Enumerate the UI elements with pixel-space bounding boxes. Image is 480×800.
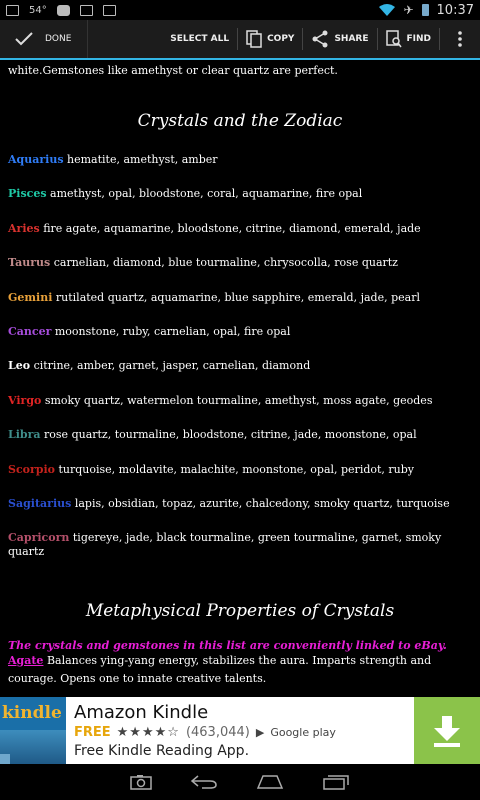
done-button[interactable] [0,20,88,58]
zodiac-sign: Sagitarius [8,496,72,510]
back-icon[interactable] [190,774,218,790]
find-icon [386,30,402,48]
ebay-intro-text: The crystals and gemstones in this list are conveniently linked to eBay. [8,638,447,652]
article-content[interactable] [0,60,480,697]
zodiac-sign: Libra [8,428,41,442]
zodiac-stones: smoky quartz, watermelon tourmaline, amethyst, moss agate, geodes [44,393,433,407]
image-notification-icon [6,5,19,16]
airplane-mode-icon: ✈ [403,3,414,17]
find-button[interactable] [378,20,440,58]
zodiac-row [8,428,472,462]
rating-count: (463,044) [185,725,250,740]
google-play-icon: ▶ [255,726,265,739]
youtube-notification-icon [57,5,70,16]
zodiac-stones: rose quartz, tourmaline, bloodstone, citrine, jade, moonstone, opal [44,428,417,442]
gmail-notification-icon [80,5,93,16]
ad-banner[interactable] [0,697,480,764]
zodiac-row [8,394,472,428]
zodiac-row [8,187,472,221]
paragraph-text: white.Gemstones like amethyst or clear quartz are perfect. [8,64,338,77]
zodiac-sign: Aquarius [8,153,64,166]
zodiac-sign: Scorpio [8,462,55,476]
property-entry [8,652,472,688]
ad-close-icon[interactable] [0,754,10,764]
done-label: DONE [45,34,72,44]
zodiac-row [8,256,472,290]
recent-apps-icon[interactable] [322,774,350,790]
battery-icon [422,4,429,16]
zodiac-stones: rutilated quartz, aquamarine, blue sapphire, emerald, jade, pearl [55,290,420,304]
find-label: FIND [406,34,431,44]
store-notification-icon [103,5,116,16]
download-icon [431,714,463,748]
zodiac-row [8,359,472,393]
zodiac-list [8,153,472,566]
zodiac-row [8,153,472,187]
zodiac-sign: Virgo [8,393,42,407]
zodiac-stones: carnelian, diamond, blue tourmaline, chrysocolla, rose quartz [53,256,398,270]
ad-description: Free Kindle Reading App. [74,743,250,759]
zodiac-sign: Aries [8,221,40,235]
share-label: SHARE [334,34,369,44]
zodiac-row [8,291,472,325]
metaphysical-heading: Metaphysical Properties of Crystals [85,600,395,621]
kindle-logo-text: kindle [2,703,62,723]
wifi-icon [379,4,395,16]
zodiac-row [8,531,472,565]
ad-meta [74,725,414,740]
zodiac-stones: citrine, amber, garnet, jasper, carnelian, diamond [33,359,311,373]
crystal-link[interactable]: Agate [8,653,44,667]
zodiac-stones: fire agate, aquamarine, bloodstone, citrine, diamond, emerald, jade [43,221,421,235]
home-icon[interactable] [256,774,284,790]
more-vert-icon [458,31,462,47]
ad-text [66,697,414,764]
ad-title: Amazon Kindle [74,702,209,723]
clock: 10:37 [436,2,474,18]
zodiac-stones: amethyst, opal, bloodstone, coral, aquamarine, fire opal [50,187,363,201]
selection-action-bar [0,20,480,60]
screenshot-icon[interactable] [130,774,152,790]
zodiac-stones: hematite, amethyst, amber [67,153,218,166]
zodiac-stones: tigereye, jade, black tourmaline, green tourmaline, garnet, smoky quartz [8,531,442,559]
zodiac-stones: turquoise, moldavite, malachite, moonstone, opal, peridot, ruby [58,462,415,476]
zodiac-heading: Crystals and the Zodiac [137,111,343,131]
zodiac-sign: Gemini [8,290,53,304]
google-play-label: Google play [270,726,336,739]
copy-icon [246,30,262,48]
navigation-bar [0,764,480,800]
checkmark-icon [14,31,34,47]
zodiac-row [8,463,472,497]
copy-button[interactable] [238,20,302,58]
zodiac-row [8,325,472,359]
zodiac-stones: lapis, obsidian, topaz, azurite, chalcedony, smoky quartz, turquoise [74,496,450,510]
select-all-label: SELECT ALL [170,34,230,44]
zodiac-sign: Cancer [8,324,52,338]
property-text: Balances ying-yang energy, stabilizes the aura. Imparts strength and courage. Opens one to innate creative talents. [8,653,432,685]
rating-stars: ★★★★☆ [116,725,180,740]
select-all-button[interactable] [162,20,237,58]
copy-label: COPY [267,34,295,44]
temperature-text: 54° [29,4,47,16]
ad-price: FREE [74,725,111,740]
overflow-menu-button[interactable] [440,20,480,58]
zodiac-row [8,222,472,256]
zodiac-sign: Taurus [8,256,51,270]
zodiac-sign: Capricorn [8,531,70,545]
zodiac-row [8,497,472,531]
zodiac-sign: Pisces [8,187,47,201]
download-button[interactable] [414,697,480,764]
share-icon [311,30,329,48]
zodiac-sign: Leo [8,359,31,373]
share-button[interactable] [303,20,376,58]
zodiac-stones: moonstone, ruby, carnelian, opal, fire opal [54,324,291,338]
status-bar [0,0,480,20]
